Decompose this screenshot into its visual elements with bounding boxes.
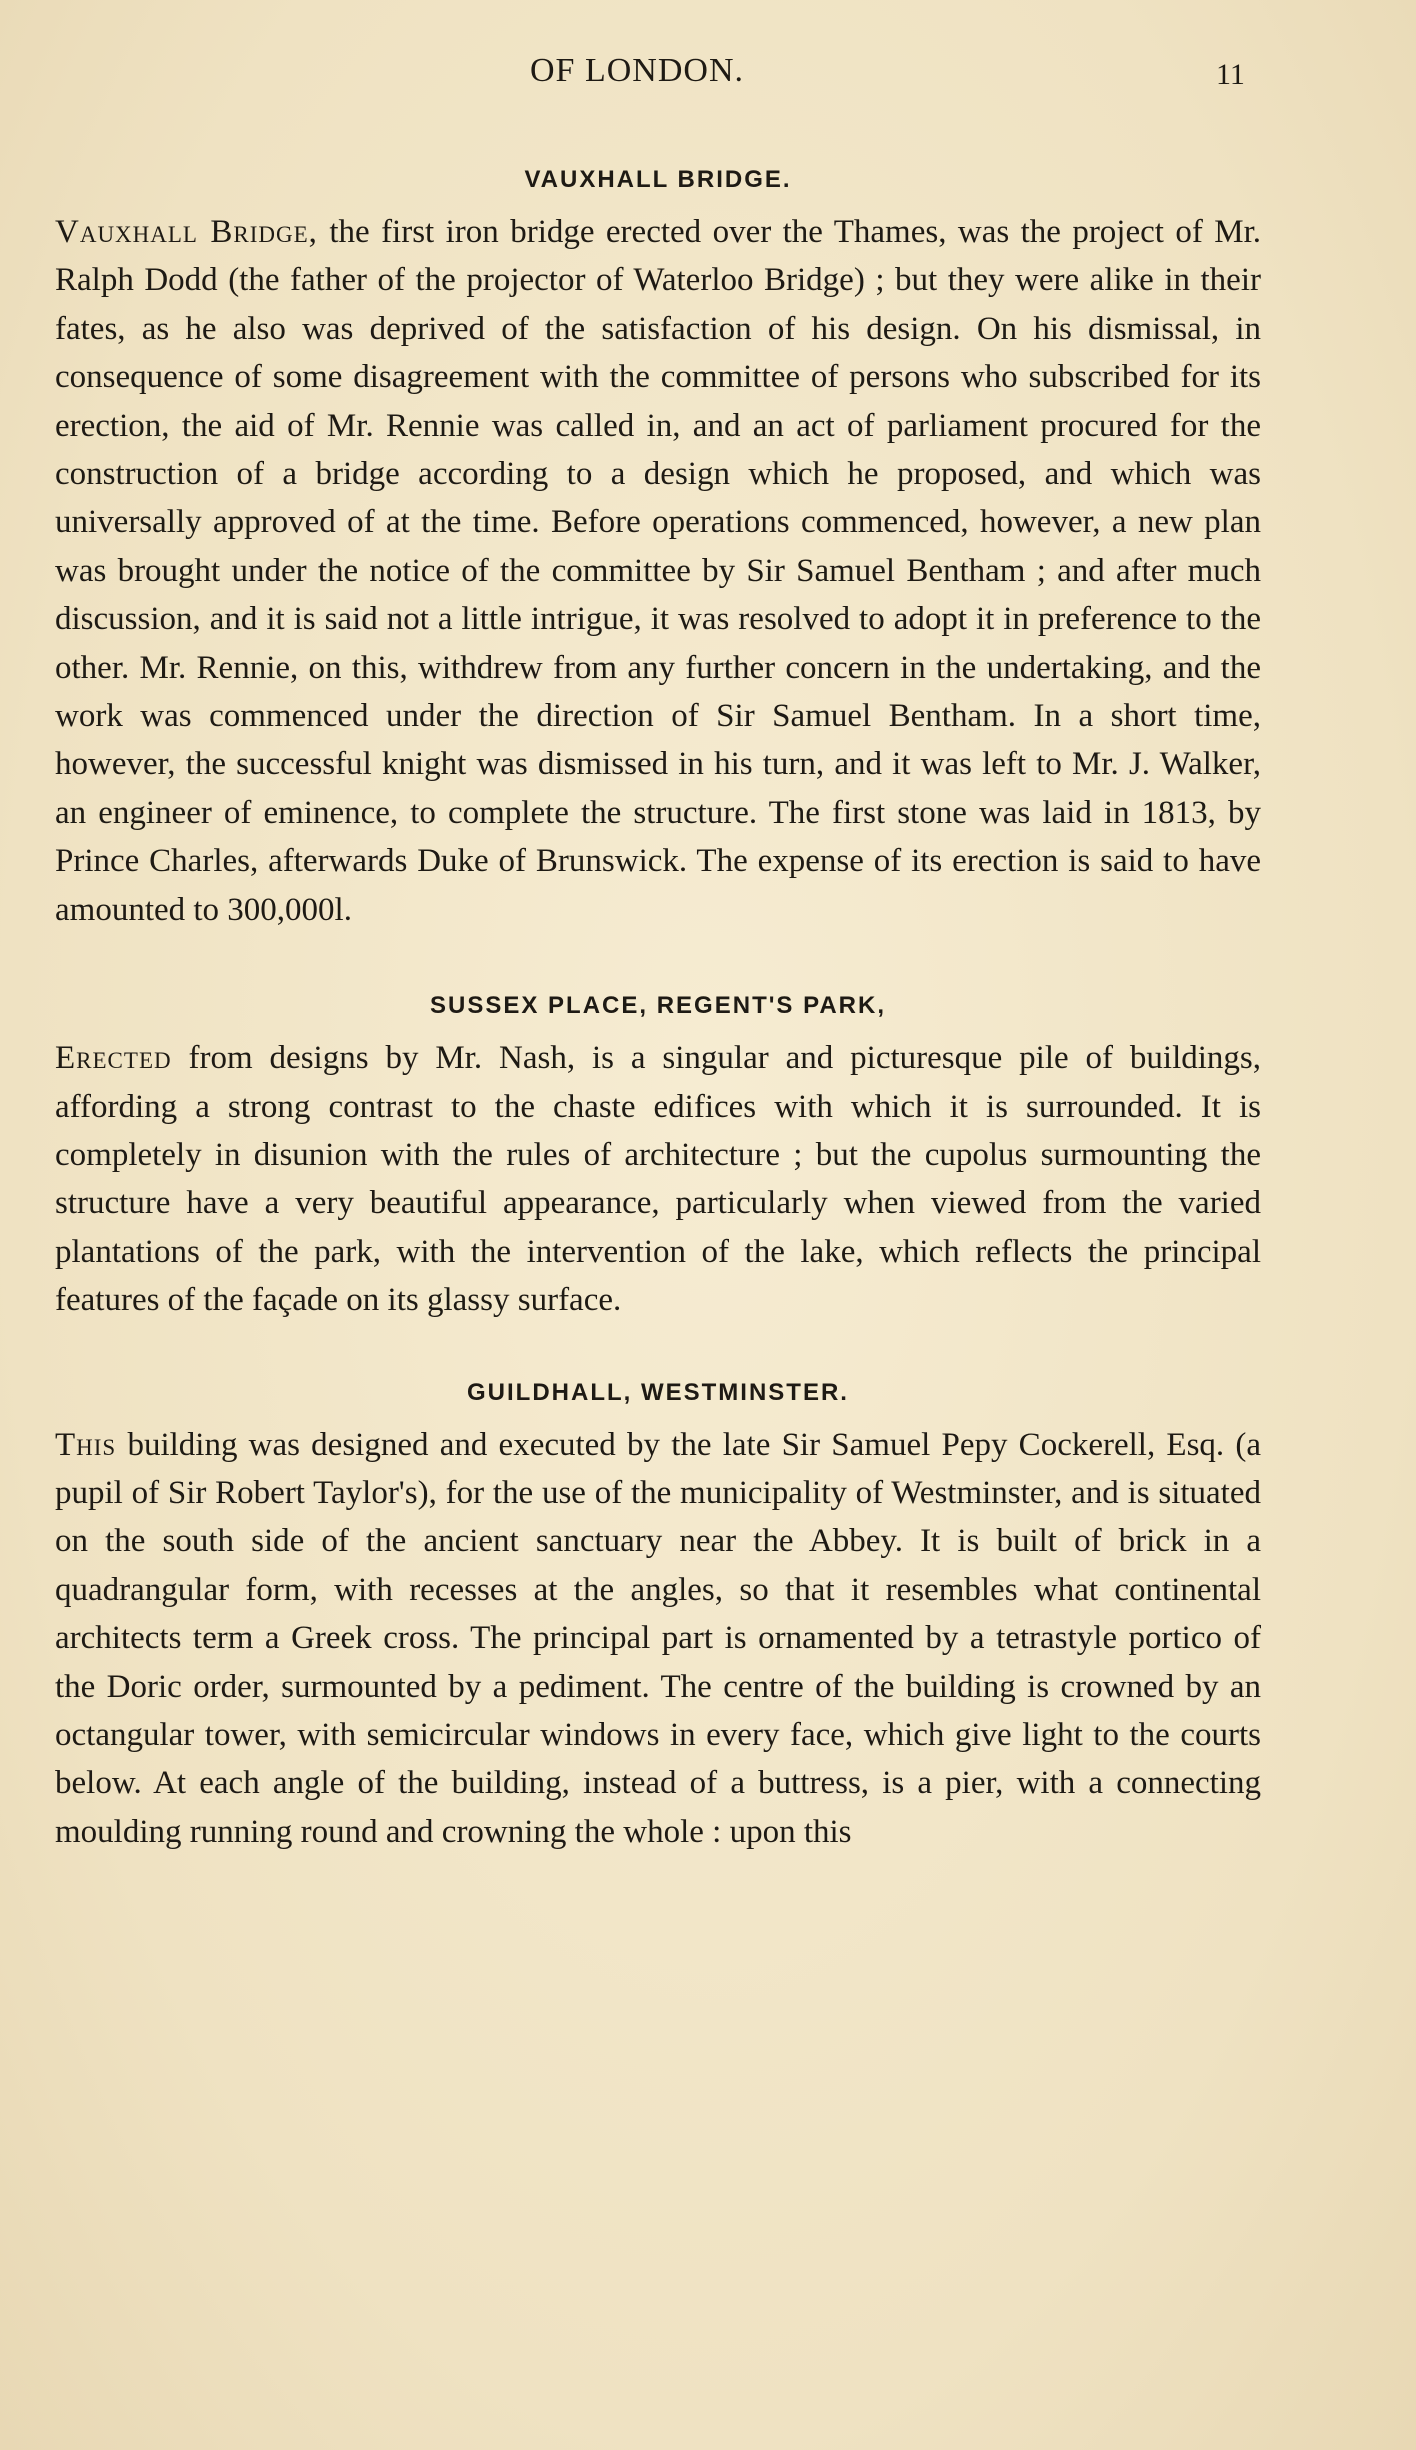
paragraph-text: the first iron bridge erected over the Thames, was the project of Mr. Ralph Dodd (the father of the projector of Waterloo Bridge) ; but they were alike in their fates, as he also was deprived of the satisfaction of his design. On his dismissal, in consequence of some disagreement with the committee of persons who subscribed for its erection, the aid of Mr. Rennie was called in, and an act of parliament procured for the construction of a bridge according to a design which he proposed, and which was universally approved of at the time. Before operations commenced, however, a new plan was brought under the notice of the committee by Sir Samuel Bentham ; and after much discussion, and it is said not a little intrigue, it was resolved to adopt it in preference to the other. Mr. Rennie, on this, withdrew from any further concern in the undertaking, and the work was commenced under the direction of Sir Samuel Bentham. In a short time, however, the successful knight was dismissed in his turn, and it was left to Mr. J. Walker, an engineer of eminence, to complete the structure. The first stone was laid in 1813, by Prince Charles, afterwards Duke of Brunswick. The expense of its erection is said to have amounted to 300,000l. — [55, 214, 1262, 928]
section-paragraph — [55, 1034, 1261, 1324]
section-sussex-place — [55, 986, 1261, 1324]
section-paragraph — [55, 1421, 1261, 1857]
page-number: 11 — [1216, 58, 1245, 91]
lead-words: Vauxhall Bridge, — [55, 214, 318, 250]
paragraph-text: building was designed and executed by the late Sir Samuel Pepy Cockerell, Esq. (a pupil of Sir Robert Taylor's), for the use of the municipality of Westminster, and is situated on the south side of the ancient sanctuary near the Abbey. It is built of brick in a quadrangular form, with recesses at the angles, so that it resembles what continental architects term a Greek cross. The principal part is ornamented by a tetrastyle portico of the Doric order, surmounted by a pediment. The centre of the building is crowned by an octangular tower, with semicircular windows in every face, which give light to the courts below. At each angle of the building, instead of a buttress, is a pier, with a connecting moulding running round and crowning the whole : upon this — [55, 1426, 1262, 1850]
lead-words: This — [55, 1426, 117, 1463]
section-heading: GUILDHALL, WESTMINSTER. — [467, 1378, 849, 1406]
section-vauxhall-bridge — [55, 160, 1261, 934]
section-heading: VAUXHALL BRIDGE. — [524, 166, 792, 193]
section-paragraph — [55, 208, 1261, 934]
running-head — [0, 52, 1416, 102]
lead-words: Erected — [55, 1040, 172, 1077]
page-content — [55, 160, 1261, 1856]
section-heading: SUSSEX PLACE, REGENT'S PARK, — [430, 992, 886, 1020]
running-title: OF LONDON. — [530, 52, 744, 89]
section-guildhall-westminster — [55, 1373, 1261, 1857]
paragraph-text: from designs by Mr. Nash, is a singular and picturesque pile of buildings, affording a strong contrast to the chaste edifices with which it is surrounded. It is completely in disunion with the rules of architecture ; but the cupolus surmounting the structure have a very beautiful appearance, particularly when viewed from the varied plantations of the park, with the intervention of the lake, which reflects the principal features of the façade on its glassy surface. — [55, 1040, 1262, 1319]
